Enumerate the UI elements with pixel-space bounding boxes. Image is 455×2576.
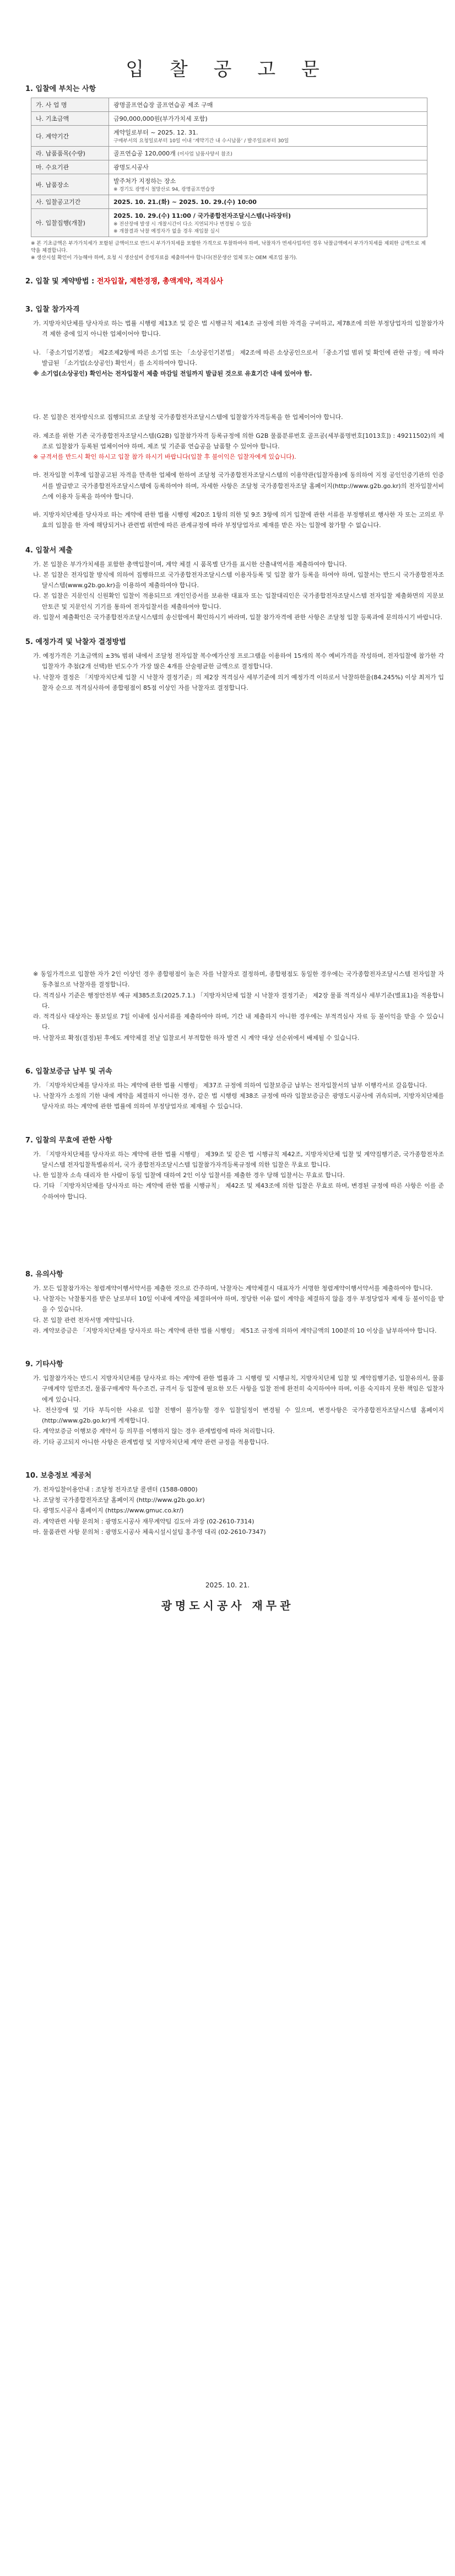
row-value: 광명도시공사 xyxy=(109,160,427,174)
table-row xyxy=(31,126,427,147)
row-label: 마. 수요기관 xyxy=(31,160,109,174)
table-row xyxy=(31,98,427,112)
note-text: ※ 생산시설 확인이 가능해야 하며, 요청 시 생산설비 증빙자료를 제출하여야 합니다(전문생산 업체 또는 OEM 제조업 불가). xyxy=(31,255,297,261)
row-label: 나. 기초금액 xyxy=(31,112,109,126)
bid-method: 전자입찰, 제한경쟁, 총액계약, 적격심사 xyxy=(96,277,224,286)
delivery-place-note: ※ 경기도 광명시 철망산로 94, 광명골프연습장 xyxy=(113,187,215,192)
row-label: 아. 입찰집행(개찰) xyxy=(31,209,109,237)
list-item: 나. 전산장애 및 기타 부득이한 사유로 입찰 진행이 불가능할 경우 입찰일정이 변경될 수 있으며, 변경사항은 국가종합전자조달시스템 홈페이지(http://www.g2b.go.kr)에 게재합니다. xyxy=(33,1406,444,1425)
row-value xyxy=(109,147,427,160)
list-item: 마. 낙찰자로 확정(결정)된 후에도 계약체결 전날 입찰로서 부적합한 하자 발견 시 계약 대상 선순위에서 배제될 수 있습니다. xyxy=(33,1034,360,1042)
section-7-heading: 7. 입찰의 무효에 관한 사항 xyxy=(25,1136,112,1145)
table-row xyxy=(31,160,427,174)
list-item: 나. 낙찰자는 낙찰통지를 받은 날로부터 10일 이내에 계약을 체결하여야 하며, 정당한 이유 없이 계약을 체결하지 않을 경우 부정당업자 제재 등 불이익을 받을 수 있습니다. xyxy=(33,1295,444,1313)
list-item: 다. 본 입찰은 지문인식 신원확인 입찰이 적용되므로 개인인증서를 보유한 대표자 또는 입찰대리인은 국가종합전자조달시스템 전자입찰 제출화면의 지문보안토큰 및 지문인식 기기를 통하여 전자입찰서를 제출하여야 합니다. xyxy=(33,592,444,610)
row-label: 사. 입찰공고기간 xyxy=(31,195,109,209)
table-row xyxy=(31,174,427,195)
section-3-heading: 3. 입찰 참가자격 xyxy=(25,305,80,314)
section-5-heading: 5. 예정가격 및 낙찰자 결정방법 xyxy=(25,638,126,647)
table-row xyxy=(31,209,427,237)
row-value: 금90,000,000원(부가가치세 포함) xyxy=(109,112,427,126)
page-title: 입 찰 공 고 문 xyxy=(126,58,329,80)
list-item: 나. 본 입찰은 전자입찰 방식에 의하여 집행하므로 국가종합전자조달시스템 이용자등록 및 입찰 참가 등록을 하여야 하며, 입찰서는 반드시 국가종합전자조달시스템(www.g2b.go.kr)을 이용하여 제출하여야 합니다. xyxy=(33,571,444,589)
list-item: 라. 적격심사 대상자는 통보일로 7일 이내에 심사서류를 제출하여야 하며, 기간 내 제출하지 아니한 경우에는 부적격심사 자료 등 불이익을 받을 수 있습니다. xyxy=(33,1013,444,1031)
list-item: 다. 본 입찰 관련 전자서명 계약입니다. xyxy=(33,1316,134,1324)
section-10-heading: 10. 보충정보 제공처 xyxy=(25,1471,91,1480)
contact-item: 나. 조달청 국가종합전자조달 홈페이지 (http://www.g2b.go.kr) xyxy=(33,1496,205,1504)
issuer-signature: 광명도시공사 재무관 xyxy=(161,1599,294,1613)
list-item: 가. 「지방자치단체를 당사자로 하는 계약에 관한 법률 시행령」 제37조 규정에 의하여 입찰보증금 납부는 전자입찰서의 납부 이행각서로 갈음합니다. xyxy=(33,1081,427,1089)
list-item: 다. 계약보증금 이행보증 계약서 등 의무를 이행하지 않는 경우 관계법령에 따라 처리합니다. xyxy=(33,1427,275,1435)
list-item: 나. 한 입찰자 소속 대리자 한 사람이 동일 입찰에 대하여 2인 이상 입찰서를 제출한 경우 당해 입찰서는 무효로 합니다. xyxy=(33,1172,345,1179)
contact-item: 다. 광명도시공사 홈페이지 (https://www.gmuc.co.kr/) xyxy=(33,1507,184,1515)
contract-period: 계약일로부터 ~ 2025. 12. 31. xyxy=(113,129,198,136)
section-1-heading: 1. 입찰에 부치는 사항 xyxy=(25,85,96,93)
list-item: 바. 지방자치단체를 당사자로 하는 계약에 관한 법률 시행령 제20조 1항의 의한 및 9조 3항에 의거 입찰에 관한 서류를 부정행위로 행사한 자 또는 고의로 무효의 입찰을 한 자에 해당되거나 관련법 위반에 따른 관계규정에 따라 부정당업자로 제재를 받은 자는 입찰에 참가할 수 없습니다. xyxy=(33,511,444,529)
section-2-label: 2. 입찰 및 계약방법 : xyxy=(25,277,95,286)
list-item: 나. 「중소기업기본법」 제2조제2항에 따른 소기업 또는 「소상공인기본법」 제2조에 따른 소상공인으로서 「중소기업 범위 및 확인에 관한 규정」에 따라 발급된 「소기업(소상공인) 확인서」를 소지하여야 합니다. xyxy=(33,348,444,367)
list-item-warning: ※ 규격서를 반드시 확인 하시고 입찰 참가 하시기 바랍니다(입찰 후 불이익은 입찰자에게 있습니다). xyxy=(33,453,296,461)
note-text: ※ 본 기초금액은 부가가치세가 포함된 금액이므로 반드시 부가가치세를 포함한 가격으로 투찰하여야 하며, 낙찰자가 면세사업자인 경우 낙찰금액에서 부가가치세를 제외한 금액으로 계약을 체결합니다. xyxy=(31,241,426,254)
list-item: 가. 예정가격은 기초금액의 ±3% 범위 내에서 조달청 전자입찰 복수예가산정 프로그램을 이용하여 15개의 복수 예비가격을 작성하며, 전자입찰에 참가한 각 입찰자가 추첨(2개 선택)한 빈도수가 가장 많은 4개를 산술평균한 금액으로 결정합니다. xyxy=(33,652,444,670)
list-item: 나. 낙찰자 결정은 「지방자치단체 입찰 시 낙찰자 결정기준」의 제2장 적격심사 세부기준에 의거 예정가격 이하로서 낙찰하한율(84.245%) 이상 최저가 입찰자 순으로 적격심사하여 종합평점이 85점 이상인 자를 낙찰자로 결정합니다. xyxy=(33,673,444,691)
opening-datetime: 2025. 10. 29.(수) 11:00 / 국가종합전자조달시스템(나라장터) xyxy=(113,212,291,219)
list-item: 라. 입찰서 제출확인은 국가종합전자조달시스템의 송신함에서 확인하시기 바라며, 입찰 참가자격에 관한 사항은 조달청 입찰 등록과에 문의하시기 바랍니다. xyxy=(33,613,442,621)
list-item: 가. 「지방자치단체를 당사자로 하는 계약에 관한 법률 시행령」 제39조 및 같은 법 시행규칙 제42조, 지방자치단체 입찰 및 계약집행기준, 국가종합전자조달시스템 전자입찰특별유의서, 국가 종합전자조달시스템 입찰참가자격등록규정에 의한 입찰은 무효로 합니다. xyxy=(33,1150,444,1168)
row-label: 다. 계약기간 xyxy=(31,126,109,147)
list-item: 가. 입찰참가자는 반드시 지방자치단체를 당사자로 하는 계약에 관한 법률과 그 시행령 및 시행규칙, 지방자치단체 입찰 및 계약집행기준, 입찰유의서, 물품구매계약 일반조건, 물품구매계약 특수조건, 규격서 등 입찰에 필요한 모든 사항을 입찰 전에 완전히 숙지하여야 하며, 이를 숙지하지 못한 책임은 입찰자에게 있습니다. xyxy=(33,1375,444,1403)
row-value xyxy=(109,174,427,195)
row-value xyxy=(109,209,427,237)
bid-info-table xyxy=(31,98,427,237)
contact-item: 마. 물품관련 사항 문의처 : 광명도시공사 체육시설시설팀 홍주영 대리 (02-2610-7347) xyxy=(33,1528,266,1536)
list-item: 라. 기타 공고되지 아니한 사항은 관계법령 및 지방자치단체 계약 관련 규정을 적용합니다. xyxy=(33,1438,269,1446)
opening-note-2: ※ 개찰결과 낙찰 예정자가 없을 경우 재입찰 실시 xyxy=(113,229,220,234)
section-6-heading: 6. 입찰보증금 납부 및 귀속 xyxy=(25,1067,112,1076)
list-item-note: ※ 동일가격으로 입찰한 자가 2인 이상인 경우 종합평점이 높은 자를 낙찰자로 결정하며, 종합평점도 동일한 경우에는 국가종합전자조달시스템 전자입찰 자동추첨으로 낙찰자를 결정합니다. xyxy=(33,970,444,989)
row-value: 광명골프연습장 골프연습공 제조 구매 xyxy=(109,98,427,112)
section-1-notes xyxy=(31,240,427,262)
list-item: 마. 전자입찰 이후에 입찰공고된 자격을 만족한 업체에 한하여 조달청 국가종합전자조달시스템의 이용약관(입찰자용)에 동의하여 지정 공인인증기관의 인증서를 발급받고 국가종합전자조달시스템에 등록하여야 하며, 자세한 사항은 조달청 국가종합전자조달 홈페이지(http://www.g2b.go.kr)의 전자입찰서비스에 이용자 등록을 하여야 합니다. xyxy=(33,471,444,500)
list-item: 가. 본 입찰은 부가가치세를 포함한 총액입찰이며, 계약 체결 시 품목별 단가를 표시한 산출내역서를 제출하여야 합니다. xyxy=(33,560,347,568)
section-4-heading: 4. 입찰서 제출 xyxy=(25,546,73,555)
list-item: 나. 낙찰자가 소정의 기한 내에 계약을 체결하지 아니한 경우, 같은 법 시행령 제38조 규정에 따라 입찰보증금은 광명도시공사에 귀속되며, 지방자치단체를 당사자로 하는 계약에 관한 법률에 의하여 부정당업자로 제재될 수 있습니다. xyxy=(33,1092,444,1110)
row-value: 2025. 10. 21.(화) ~ 2025. 10. 29.(수) 10:00 xyxy=(109,195,427,209)
contact-item: 가. 전자입찰이용안내 : 조달청 전자조달 콜센터 (1588-0800) xyxy=(33,1485,198,1493)
row-value xyxy=(109,126,427,147)
list-item: 다. 본 입찰은 전자방식으로 집행되므로 조달청 국가종합전자조달시스템에 입찰참가자격등록을 한 업체이어야 합니다. xyxy=(33,414,343,421)
section-2-heading xyxy=(25,275,433,286)
delivery-place: 발주처가 지정하는 장소 xyxy=(113,178,176,185)
contract-period-note: 구매부서의 요청일로부터 10일 이내 ‘계약기간 내 수시납품’ / 발주일로부터 30일 xyxy=(113,138,289,144)
list-item: 가. 모든 입찰참가자는 청렴계약이행서약서를 제출한 것으로 간주하며, 낙찰자는 계약체결시 대표자가 서명한 청렴계약이행서약서를 제출하여야 합니다. xyxy=(33,1284,433,1292)
item-quantity: 골프연습공 120,000개 xyxy=(113,150,176,157)
section-8-heading: 8. 유의사항 xyxy=(25,1270,63,1279)
row-label: 바. 납품장소 xyxy=(31,174,109,195)
contact-item: 라. 계약관련 사항 문의처 : 광명도시공사 재무계약팀 김도아 과장 (02-2610-7314) xyxy=(33,1517,254,1525)
row-label: 라. 납품품목(수량) xyxy=(31,147,109,160)
announcement-date: 2025. 10. 21. xyxy=(205,1581,250,1590)
opening-note-1: ※ 전산장애 발생 시 개찰시간이 다소 지연되거나 변경될 수 있음 xyxy=(113,222,252,227)
item-quantity-note: (이사업 납품사양서 참조) xyxy=(177,152,232,157)
blank-area xyxy=(22,693,433,969)
list-item: 가. 지방자치단체를 당사자로 하는 법률 시행령 제13조 및 같은 법 시행규칙 제14조 규정에 의한 자격을 구비하고, 제78조에 의한 부정당업자의 입찰참가자격 제한 중에 있지 아니한 업체이어야 합니다. xyxy=(33,320,444,338)
table-row xyxy=(31,112,427,126)
section-9-heading: 9. 기타사항 xyxy=(25,1360,63,1369)
list-item: 다. 적격심사 기준은 행정안전부 예규 제385조호(2025.7.1.) 「지방자치단체 입찰 시 낙찰자 결정기준」 제2장 물품 적격심사 세부기준(별표1)을 적용합니다. xyxy=(33,991,444,1010)
list-item: 다. 기타 「지방자치단체를 당사자로 하는 계약에 관한 법률 시행규칙」 제42조 및 제43조에 의한 입찰은 무효로 하며, 변경된 규정에 따른 사항은 이를 준수하여야 합니다. xyxy=(33,1182,444,1200)
row-label: 가. 사 업 명 xyxy=(31,98,109,112)
list-item-note: ※ 소기업(소상공인) 확인서는 전자입찰서 제출 마감일 전일까지 발급된 것으로 유효기간 내에 있어야 함. xyxy=(33,370,312,378)
table-row xyxy=(31,147,427,160)
list-item: 라. 제조를 위한 기존 국가종합전자조달시스템(G2B) 입찰참가자격 등록규정에 의한 G2B 물품분류번호 골프공(세부품명번호[1013호]) : 49211502)의 제조로 입찰참가 등록된 업체이어야 하며, 제조 및 기준품 연습공을 납품할 수 있어야 합니다. xyxy=(33,432,444,450)
list-item: 라. 계약보증금은 「지방자치단체를 당사자로 하는 계약에 관한 법률 시행령」 제51조 규정에 의하여 계약금액의 100분의 10 이상을 납부하여야 합니다. xyxy=(33,1327,437,1334)
table-row xyxy=(31,195,427,209)
